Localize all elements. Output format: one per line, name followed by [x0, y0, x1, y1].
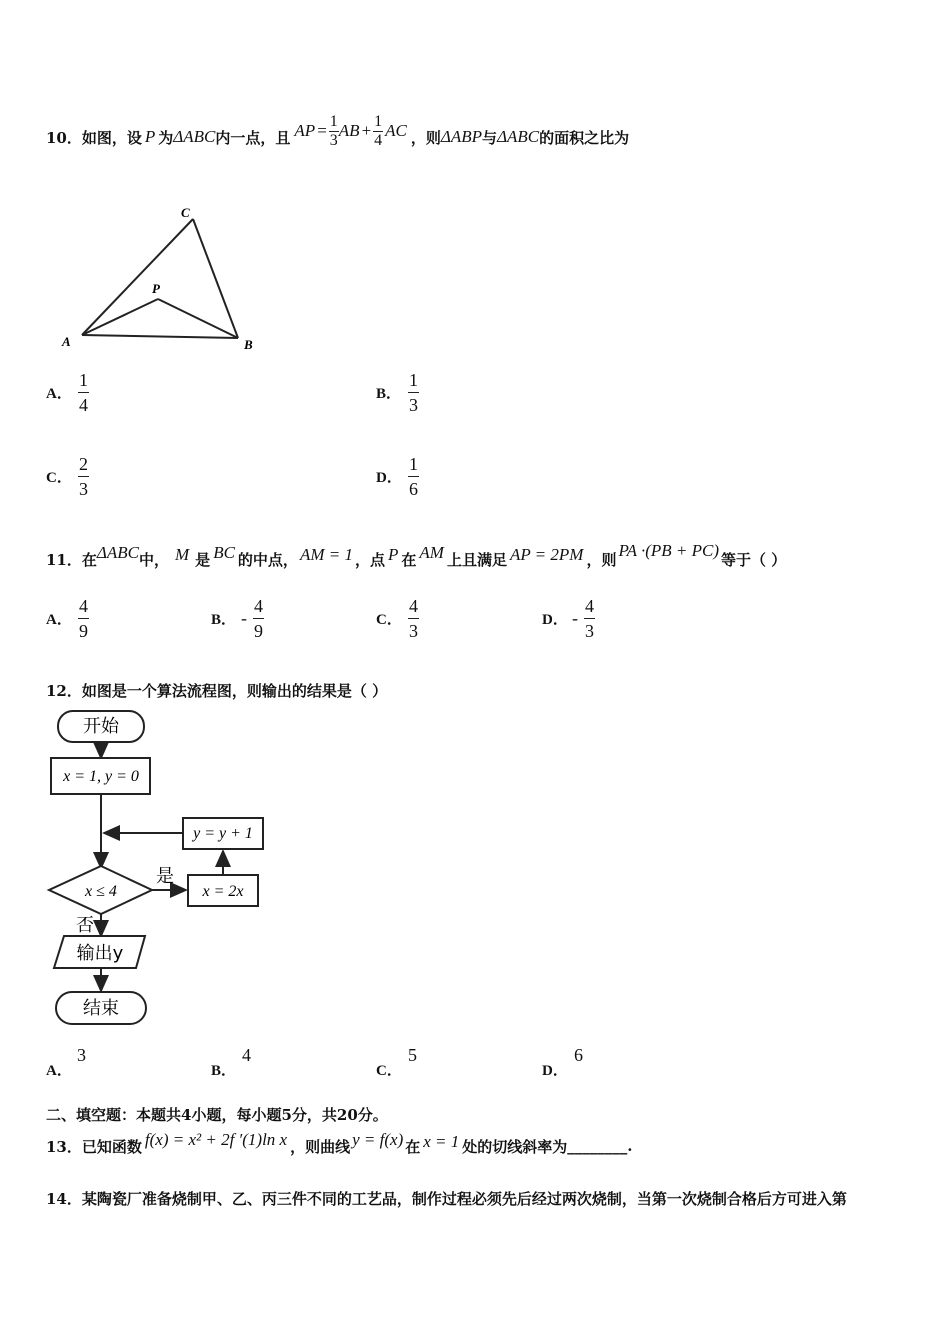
q10-option-b[interactable]	[376, 368, 419, 417]
option-num: 4	[408, 594, 419, 619]
q10-stem	[46, 112, 629, 162]
q10-text-5: 与	[482, 128, 498, 147]
q11-dot-product: PA ·(PB + PC)	[618, 541, 720, 560]
flow-double-label: x = 2x	[202, 883, 244, 900]
option-fraction	[408, 452, 419, 501]
q10-triangle-abc-2: ΔABC	[497, 127, 540, 146]
option-label: B．	[211, 612, 237, 628]
option-fraction	[78, 594, 89, 643]
q10-text-4: ，则	[410, 128, 441, 147]
option-den: 3	[585, 621, 594, 641]
q10-fraction-1-num: 1	[329, 112, 338, 130]
q11-option-a[interactable]	[46, 594, 89, 643]
q10-vector-ap: AP	[294, 121, 316, 140]
flow-output-label: 输出y	[76, 943, 124, 964]
q12-option-d[interactable]	[542, 1045, 662, 1079]
q13-curve: y = f(x)	[352, 1130, 404, 1149]
option-fraction	[78, 368, 89, 417]
option-den: 3	[409, 395, 418, 415]
q11-text-7: 上且满足	[446, 550, 507, 569]
q10-option-d[interactable]	[376, 452, 419, 501]
q11-text-9: 等于（ ）	[721, 550, 787, 569]
q10-text-6: 的面积之比为	[539, 128, 630, 147]
option-fraction	[253, 594, 264, 643]
option-label: C．	[376, 1063, 402, 1079]
fig-label-b: B	[244, 337, 253, 352]
option-num: 1	[408, 368, 419, 393]
q11-segment-bc: BC	[213, 543, 235, 562]
q11-text-8: ，则	[586, 550, 617, 569]
q11-point-m: M	[175, 545, 190, 564]
q11-text-2: 中，	[138, 550, 169, 569]
option-value: 5	[408, 1045, 417, 1065]
q10-fraction-1	[329, 113, 339, 150]
option-label: D．	[376, 470, 402, 486]
q13-function: f(x) = x² + 2f ′(1)ln x	[144, 1130, 288, 1149]
q11-segment-am: AM	[419, 543, 444, 562]
option-value: 6	[574, 1045, 583, 1065]
flow-end-label: 结束	[83, 998, 119, 1019]
flow-inc-label: y = y + 1	[193, 825, 253, 842]
option-fraction	[408, 368, 419, 417]
section-2-heading: 二、填空题：本题共4小题，每小题5分，共20分。	[46, 1106, 388, 1124]
q13-number: 13．	[46, 1137, 82, 1156]
q13-answer-blank[interactable]: ________	[567, 1137, 628, 1155]
q11-number: 11．	[46, 550, 82, 569]
fig-label-p: P	[152, 281, 160, 296]
q10-text-3: 内一点，且	[215, 128, 291, 147]
q11-text-4: 的中点，	[237, 550, 298, 569]
option-den: 4	[79, 395, 88, 415]
q11-text-1: 在	[81, 550, 97, 569]
q13-point: x = 1	[423, 1132, 460, 1151]
option-fraction	[78, 452, 89, 501]
q10-triangle-abp: ΔABP	[440, 127, 483, 146]
q12-stem: 12．如图是一个算法流程图，则输出的结果是（ ）	[46, 682, 388, 700]
q13-period: .	[627, 1137, 633, 1155]
option-value: 3	[77, 1045, 86, 1065]
flow-start-label: 开始	[83, 716, 119, 737]
option-label: A．	[46, 386, 72, 402]
option-label: A．	[46, 1063, 72, 1079]
q13-stem	[46, 1128, 633, 1164]
option-num: 4	[253, 594, 264, 619]
option-sign: -	[572, 608, 578, 628]
option-label: C．	[376, 612, 402, 628]
option-label: D．	[542, 1063, 568, 1079]
q10-vector-equation	[294, 113, 406, 150]
q10-triangle-abc: ΔABC	[173, 127, 216, 146]
fig-label-c: C	[181, 205, 190, 220]
q10-text-2: 为	[158, 128, 174, 147]
option-num: 4	[584, 594, 595, 619]
q11-option-c[interactable]	[376, 594, 419, 643]
option-den: 9	[79, 621, 88, 641]
option-label: D．	[542, 612, 568, 628]
q12-flowchart	[44, 708, 274, 1033]
q10-number: 10．	[46, 128, 82, 147]
q13-text-2: ，则曲线	[290, 1137, 351, 1156]
q11-text-3: 是	[195, 550, 211, 569]
q10-fraction-1-den: 3	[329, 131, 338, 149]
flow-condition-label: x ≤ 4	[85, 883, 117, 900]
flow-yes-label: 是	[156, 866, 174, 887]
option-fraction	[408, 594, 419, 643]
q10-text-1: 如图，设	[81, 128, 142, 147]
option-label: B．	[376, 386, 402, 402]
q10-vector-ab: AB	[338, 121, 360, 140]
q11-vector-condition: AP = 2PM	[509, 545, 584, 564]
fig-label-a: A	[62, 334, 71, 349]
q13-text-4: 处的切线斜率为	[462, 1137, 568, 1156]
q12-option-a[interactable]	[46, 1045, 166, 1079]
option-den: 6	[409, 479, 418, 499]
option-den: 3	[409, 621, 418, 641]
q10-triangle-figure	[55, 195, 275, 355]
option-den: 9	[254, 621, 263, 641]
q11-text-5: ，点	[354, 550, 385, 569]
q11-text-6: 在	[401, 550, 417, 569]
option-num: 1	[408, 452, 419, 477]
q12-option-b[interactable]	[211, 1045, 331, 1079]
q11-triangle: ΔABC	[96, 543, 139, 562]
option-label: B．	[211, 1063, 237, 1079]
option-den: 3	[79, 479, 88, 499]
q10-plus: +	[361, 121, 372, 140]
q11-am-equals-1: AM = 1	[299, 545, 353, 564]
option-num: 2	[78, 452, 89, 477]
q10-fraction-2-num: 1	[374, 112, 383, 130]
q10-fraction-2-den: 4	[374, 131, 383, 149]
q10-equals: =	[317, 121, 327, 140]
q10-point-p: P	[144, 127, 156, 146]
option-sign: -	[241, 608, 247, 628]
q11-option-b[interactable]	[211, 594, 264, 643]
q10-vector-ac: AC	[385, 121, 407, 140]
q11-option-d[interactable]	[542, 594, 595, 643]
q10-fraction-2	[373, 113, 383, 150]
q11-point-p: P	[387, 545, 399, 564]
flow-init-label: x = 1, y = 0	[63, 768, 139, 785]
q13-text-3: 在	[405, 1137, 421, 1156]
option-fraction	[584, 594, 595, 643]
q14-stem: 14．某陶瓷厂准备烧制甲、乙、丙三件不同的工艺品，制作过程必须先后经过两次烧制，当第一次烧制合格后方可进入第	[46, 1190, 847, 1208]
option-value: 4	[242, 1045, 251, 1065]
q10-option-c[interactable]	[46, 452, 89, 501]
option-label: C．	[46, 470, 72, 486]
q11-stem	[46, 543, 786, 575]
q10-option-a[interactable]	[46, 368, 89, 417]
q13-text-1: 已知函数	[81, 1137, 142, 1156]
option-num: 1	[78, 368, 89, 393]
option-num: 4	[78, 594, 89, 619]
flow-no-label: 否	[76, 915, 94, 936]
option-label: A．	[46, 612, 72, 628]
q12-option-c[interactable]	[376, 1045, 496, 1079]
